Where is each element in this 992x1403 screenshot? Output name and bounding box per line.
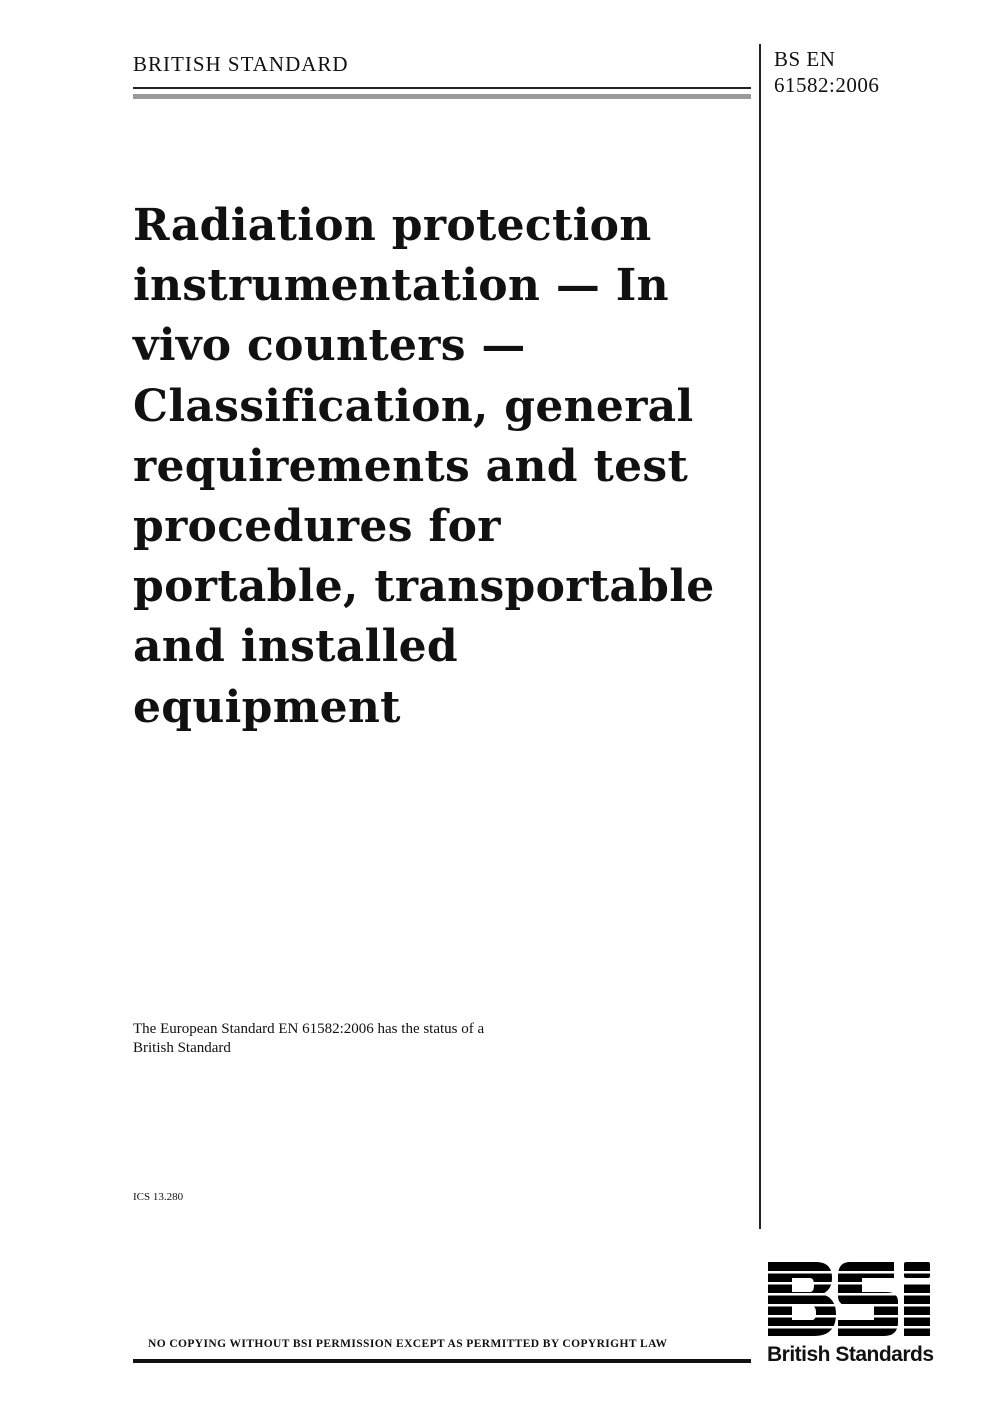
title-line: requirements and test <box>133 440 689 492</box>
logo-caption: British Standards <box>767 1343 934 1366</box>
header-rule-thin <box>133 87 751 89</box>
title-line: vivo counters — <box>133 320 526 372</box>
footer-rule <box>133 1359 751 1363</box>
title-line: and installed <box>133 621 458 673</box>
standard-code-line2: 61582:2006 <box>774 73 880 97</box>
status-line: The European Standard EN 61582:2006 has the status of a <box>133 1021 485 1037</box>
title-line: procedures for <box>133 501 501 553</box>
document-title <box>133 196 753 738</box>
title-line: instrumentation — In <box>133 260 669 312</box>
vertical-divider <box>759 44 761 1229</box>
title-line: equipment <box>133 681 401 733</box>
standard-code-line1: BS EN <box>774 47 836 71</box>
status-line: British Standard <box>133 1040 231 1056</box>
title-line: Radiation protection <box>133 200 652 251</box>
status-statement <box>133 1020 613 1058</box>
copyright-notice: NO COPYING WITHOUT BSI PERMISSION EXCEPT AS PERMITTED BY COPYRIGHT LAW <box>148 1338 668 1350</box>
header-rule-thick <box>133 94 751 99</box>
ics-code: ICS 13.280 <box>133 1191 184 1203</box>
series-label: BRITISH STANDARD <box>133 52 349 76</box>
standard-code <box>774 46 879 98</box>
title-line: Classification, general <box>133 380 694 432</box>
bsi-logo-icon <box>766 1258 946 1344</box>
title-line: portable, transportable <box>133 561 715 613</box>
